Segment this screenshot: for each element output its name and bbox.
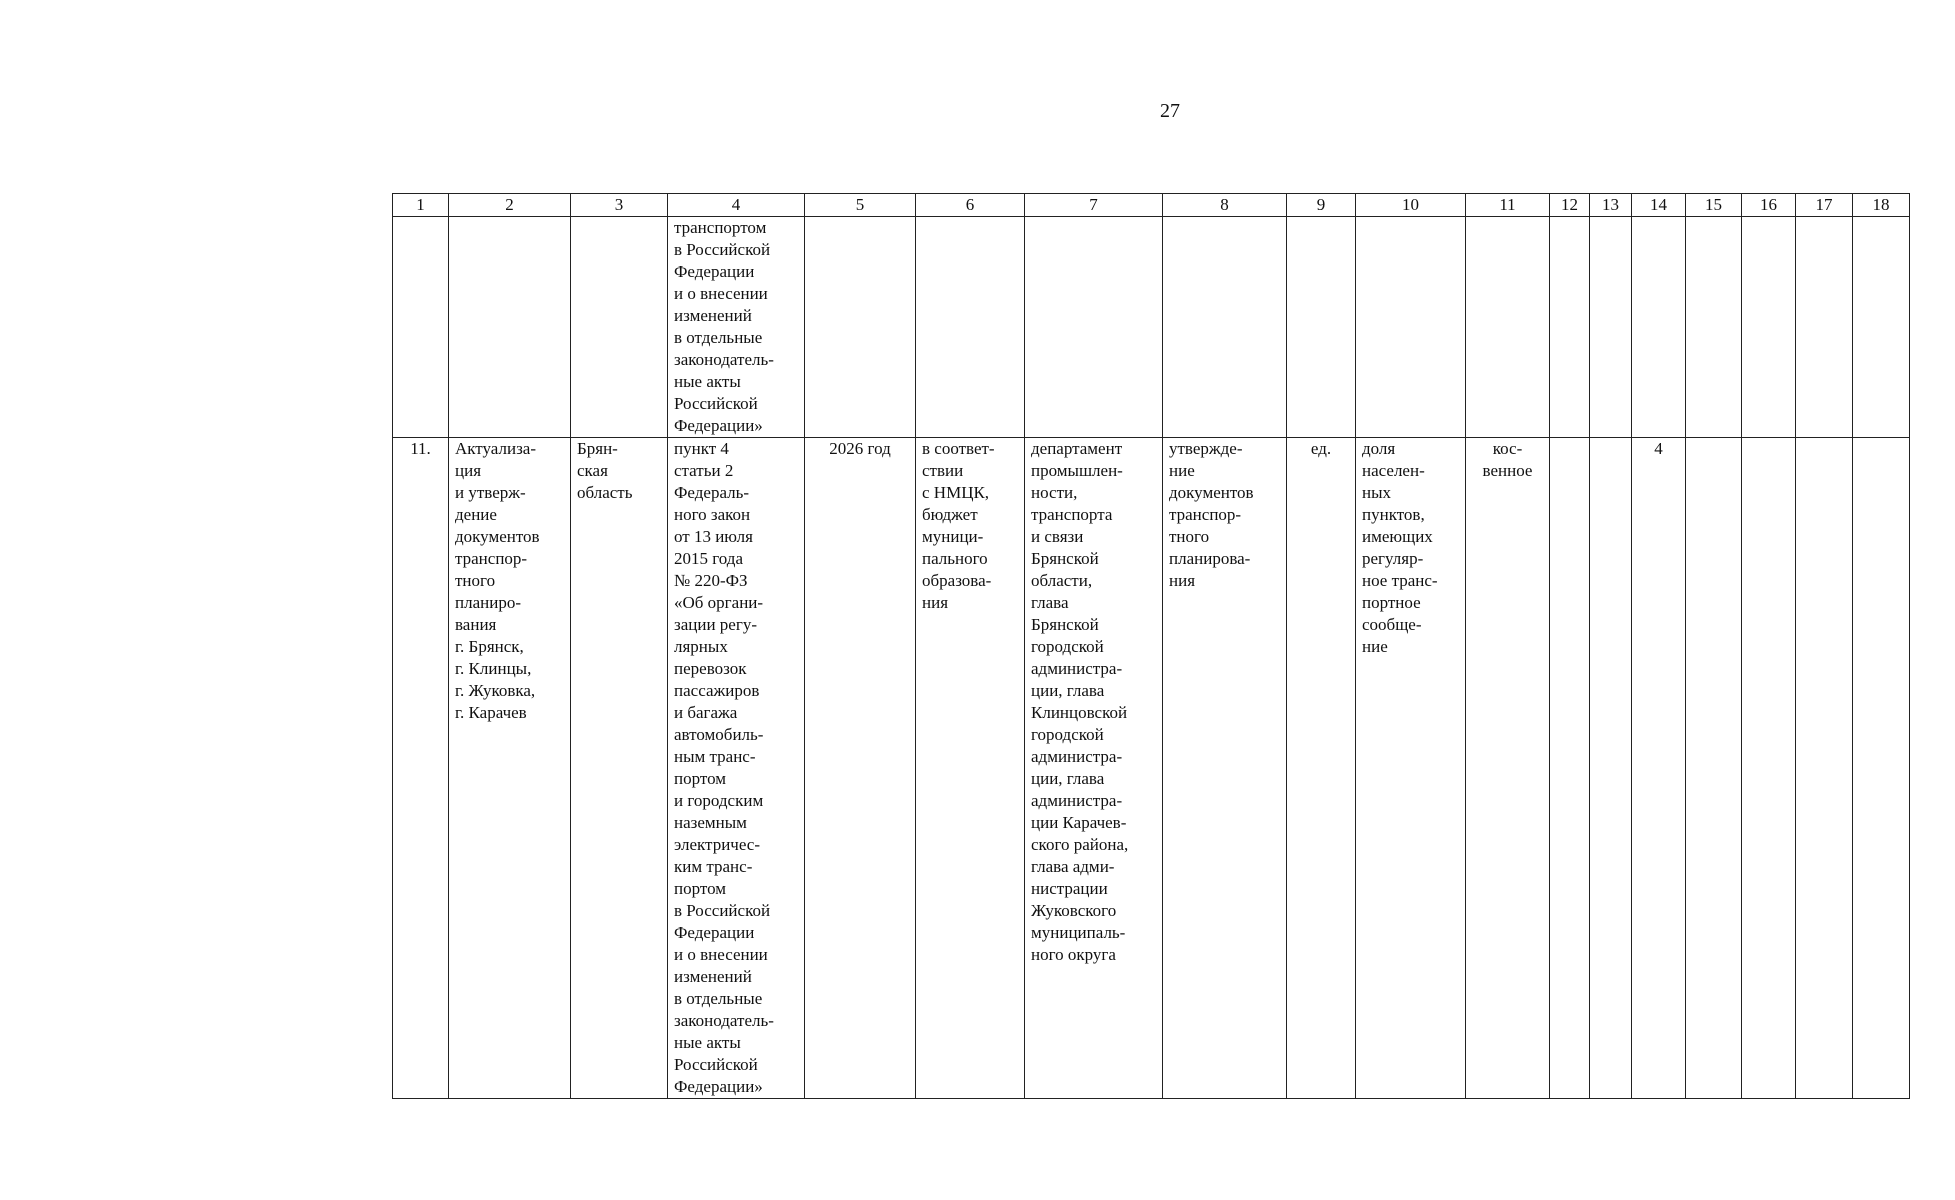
cell-col-18 [1853,438,1910,1099]
table-cell [1163,217,1287,438]
table-cell [1466,217,1550,438]
table-cell [449,217,571,438]
table-cell [1287,217,1356,438]
table-cell [1686,217,1742,438]
cell-responsible: департамент промышлен- ности, транспорта и связи Брянской области, глава Брянской городской администра- ции, глава Клинцовской городской администра- ции, глава администра- ции Карачев- ского района, глава адми- нистрации Жуковского муниципаль- ного округа [1025,438,1163,1099]
table-row [393,438,1910,1099]
cell-indicator: доля населен- ных пунктов, имеющих регуляр- ное транс- портное сообще- ние [1356,438,1466,1099]
column-header: 2 [449,194,571,217]
table-row-continuation [393,217,1910,438]
cell-region: Брян- ская область [571,438,668,1099]
column-header: 6 [916,194,1025,217]
column-header: 10 [1356,194,1466,217]
column-header: 8 [1163,194,1287,217]
cell-result: утвержде- ние документов транспор- тного планирова- ния [1163,438,1287,1099]
table-cell [805,217,916,438]
column-header: 11 [1466,194,1550,217]
table-cell [1590,217,1632,438]
table-cell [1632,217,1686,438]
plan-table [392,193,1910,1099]
column-header: 13 [1590,194,1632,217]
table-cell [1796,217,1853,438]
column-header: 12 [1550,194,1590,217]
column-header: 7 [1025,194,1163,217]
cell-effect: кос- венное [1466,438,1550,1099]
table-cell [1025,217,1163,438]
page-number: 27 [1160,100,1180,122]
cell-funding: в соответ- ствии с НМЦК, бюджет муници- пального образова- ния [916,438,1025,1099]
cell-col-12 [1550,438,1590,1099]
table-cell [1742,217,1796,438]
table-cell-basis: транспортом в Российской Федерации и о внесении изменений в отдельные законодатель- ные акты Российской Федерации» [668,217,805,438]
table-cell [1550,217,1590,438]
column-header: 3 [571,194,668,217]
column-header: 18 [1853,194,1910,217]
table-cell [393,217,449,438]
cell-year: 2026 год [805,438,916,1099]
cell-col-16 [1742,438,1796,1099]
row-number: 11. [393,438,449,1099]
table-cell [916,217,1025,438]
table-cell [1356,217,1466,438]
cell-activity-name: Актуализа- ция и утверж- дение документов транспор- тного планиро- вания г. Брянск, г. Клинцы, г. Жуковка, г. Карачев [449,438,571,1099]
cell-unit: ед. [1287,438,1356,1099]
table-cell [1853,217,1910,438]
column-header: 14 [1632,194,1686,217]
cell-col-13 [1590,438,1632,1099]
column-header: 17 [1796,194,1853,217]
column-header: 16 [1742,194,1796,217]
column-header: 1 [393,194,449,217]
cell-col-17 [1796,438,1853,1099]
column-header: 15 [1686,194,1742,217]
cell-col-15 [1686,438,1742,1099]
table-cell [571,217,668,438]
column-header: 5 [805,194,916,217]
cell-legal-basis: пункт 4 статьи 2 Федераль- ного закон от 13 июля 2015 года № 220-ФЗ «Об органи- зации регу- лярных перевозок пассажиров и багажа автомобиль- ным транс- портом и городским наземным электричес- ким транс- портом в Российской Федерации и о внесении изменений в отдельные законодатель- ные акты Российской Федерации» [668,438,805,1099]
column-header: 4 [668,194,805,217]
table-header-row [393,194,1910,217]
column-header: 9 [1287,194,1356,217]
cell-col-14: 4 [1632,438,1686,1099]
